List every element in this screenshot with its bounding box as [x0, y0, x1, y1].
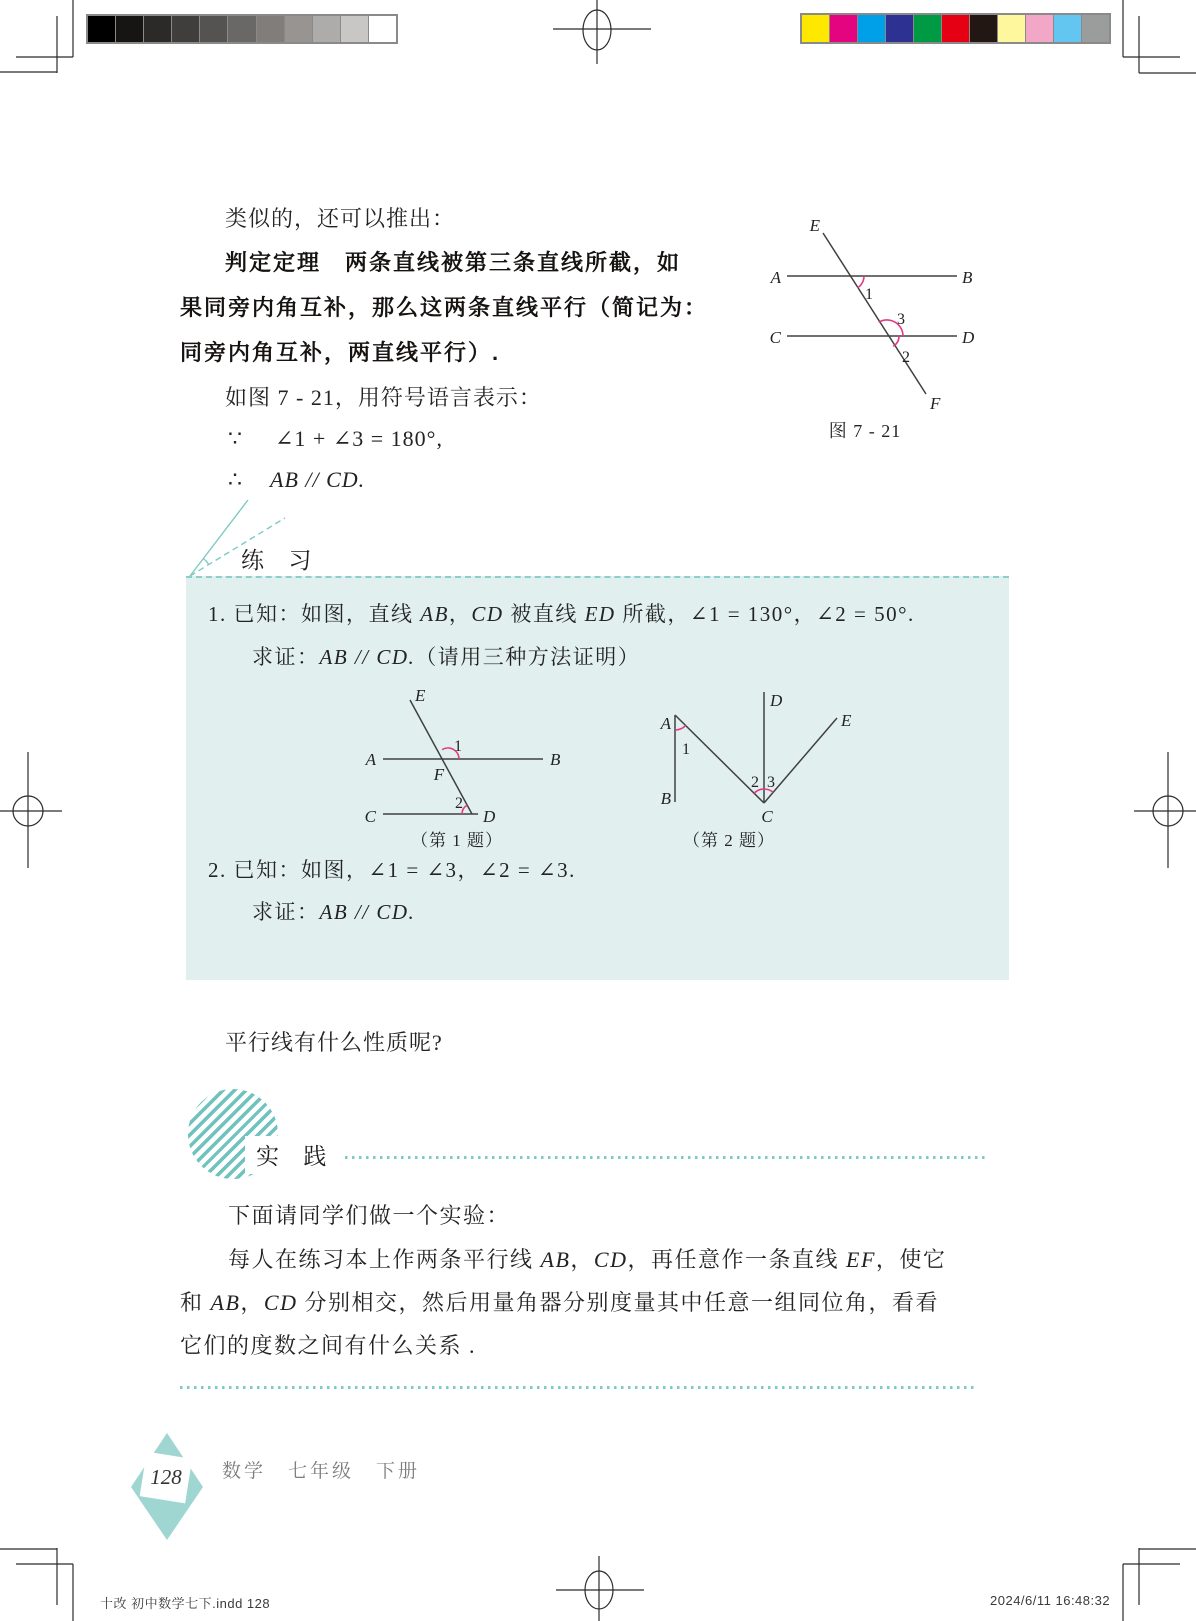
decoration-solid-ray [190, 500, 248, 576]
label-angle-2: 2 [902, 349, 910, 366]
book-title: 数学 七年级 下册 [222, 1461, 421, 1482]
grayscale-calibration-bar [86, 14, 398, 44]
text-segment: AB // CD. [319, 645, 416, 669]
crop-mark-top-left [0, 0, 73, 73]
text-segment: AB // CD. [319, 900, 416, 924]
problem-1-line-1 [208, 598, 915, 628]
slug-right: 2024/6/11 16:48:32 [990, 1593, 1111, 1608]
label-F: F [433, 765, 445, 784]
calibration-swatch [802, 15, 829, 42]
text-segment: 1. 已知：如图，直线 [208, 602, 421, 626]
question-line: 平行线有什么性质呢? [225, 1030, 443, 1055]
text-segment: 被直线 [503, 602, 585, 626]
color-calibration-bar [800, 13, 1111, 44]
registration-mark-left [0, 752, 62, 868]
figure-problem-1-caption: （第 1 题） [411, 831, 503, 850]
text-segment: 每人在练习本上作两条平行线 [228, 1247, 541, 1272]
registration-mark-right [1134, 752, 1196, 868]
because-symbol: ∵ [228, 426, 243, 451]
angle-2-arc [893, 336, 899, 346]
label-C: C [761, 807, 773, 826]
section-end-dotted-line [180, 1386, 975, 1389]
text-segment: 求证： [252, 645, 320, 669]
calibration-swatch [200, 16, 227, 42]
problem-2-line-1: 2. 已知：如图，∠1 = ∠3，∠2 = ∠3. [208, 858, 576, 882]
calibration-swatch [341, 16, 368, 42]
problem-2-line-2 [252, 896, 415, 926]
calibration-swatch [369, 16, 396, 42]
text-segment: 求证： [252, 900, 320, 924]
label-E: E [809, 216, 820, 235]
calibration-swatch [285, 16, 312, 42]
activity-line-2 [228, 1243, 946, 1274]
text-segment: CD [593, 1247, 628, 1272]
text-segment: AB // CD. [270, 467, 366, 492]
calibration-swatch [257, 16, 284, 42]
text-segment: （请用三种方法证明） [415, 645, 641, 669]
therefore-symbol: ∴ [228, 467, 243, 492]
page-number-diamond [125, 1428, 210, 1543]
registration-mark-bottom [556, 1556, 644, 1621]
intro-line-1: 类似的，还可以推出： [225, 206, 456, 231]
activity-line-4: 它们的度数之间有什么关系 . [180, 1333, 477, 1358]
figure-7-21 [740, 195, 980, 445]
label-A: A [660, 714, 671, 733]
text-segment: CD [263, 1290, 298, 1315]
because-expression: ∠1 + ∠3 = 180°, [275, 426, 443, 451]
calibration-swatch [970, 15, 997, 42]
calibration-swatch [172, 16, 199, 42]
label-E: E [841, 711, 852, 730]
label-E: E [415, 686, 426, 705]
figure-problem-2-caption: （第 2 题） [683, 831, 775, 850]
label-angle-1: 1 [865, 286, 873, 303]
therefore-row [228, 467, 365, 493]
crop-mark-top-right [1123, 0, 1196, 73]
calibration-swatch [1082, 15, 1109, 42]
theorem-line-3: 同旁内角互补，两直线平行）. [180, 340, 501, 365]
calibration-swatch [88, 16, 115, 42]
intro-line-2: 如图 7 - 21，用符号语言表示： [225, 385, 542, 410]
text-segment: ，使它 [875, 1247, 947, 1272]
label-A: A [770, 268, 781, 287]
slug-left: 十改 初中数学七下.indd 128 [100, 1596, 271, 1611]
figure-7-21-caption: 图 7 - 21 [828, 421, 902, 441]
label-C: C [769, 328, 781, 347]
label-D: D [770, 691, 783, 710]
calibration-swatch [144, 16, 171, 42]
label-D: D [483, 807, 496, 826]
activity-line-1: 下面请同学们做一个实验： [228, 1203, 511, 1228]
calibration-swatch [942, 15, 969, 42]
problem-1-line-2 [252, 641, 640, 671]
theorem-line-1: 判定定理 两条直线被第三条直线所截，如 [225, 250, 682, 275]
because-row [228, 426, 443, 452]
crop-mark-bottom-left [0, 1548, 73, 1621]
text-segment: 分别相交，然后用量角器分别度量其中任意一组同位角，看看 [297, 1290, 939, 1315]
label-B: B [550, 750, 561, 769]
text-segment: CD [471, 602, 504, 626]
theorem-line-2: 果同旁内角互补，那么这两条直线平行（简记为： [180, 295, 709, 320]
activity-header-label: 实 践 [256, 1143, 336, 1169]
text-segment: AB [420, 602, 449, 626]
text-segment: EF [846, 1247, 876, 1272]
calibration-swatch [228, 16, 255, 42]
page-number: 128 [150, 1465, 182, 1489]
activity-line-3 [180, 1286, 939, 1317]
text-segment: ， [240, 1290, 264, 1315]
registration-mark-top [553, 0, 651, 64]
text-segment: ，再任意作一条直线 [627, 1247, 846, 1272]
label-angle-1: 1 [454, 738, 462, 755]
calibration-swatch [914, 15, 941, 42]
practice-header-label: 练 习 [241, 547, 321, 573]
text-segment: AB [540, 1247, 571, 1272]
label-C: C [364, 807, 376, 826]
angle-1-arc [857, 276, 864, 288]
figure-problem-1 [350, 675, 570, 845]
text-segment: ED [584, 602, 616, 626]
transversal-EF [823, 233, 926, 394]
therefore-expression [270, 467, 365, 492]
text-segment: ， [448, 602, 472, 626]
calibration-swatch [830, 15, 857, 42]
label-D: D [962, 328, 975, 347]
calibration-swatch [858, 15, 885, 42]
calibration-swatch [1026, 15, 1053, 42]
calibration-swatch [313, 16, 340, 42]
label-angle-2: 2 [455, 795, 463, 812]
figure-problem-2 [640, 675, 860, 845]
label-angle-3: 3 [767, 774, 775, 791]
label-angle-1: 1 [682, 741, 690, 758]
label-A: A [365, 750, 376, 769]
text-segment: 所截，∠1 = 130°，∠2 = 50°. [615, 602, 915, 626]
text-segment: AB [210, 1290, 241, 1315]
label-B: B [962, 268, 973, 287]
crop-mark-bottom-right [1123, 1548, 1196, 1621]
calibration-swatch [998, 15, 1025, 42]
angle-1-arc [675, 726, 686, 730]
calibration-swatch [1054, 15, 1081, 42]
calibration-swatch [886, 15, 913, 42]
text-segment: 和 [180, 1290, 211, 1315]
decoration-angle-arc [203, 559, 209, 565]
activity-header-dotted-line [345, 1156, 985, 1159]
label-B: B [660, 789, 671, 808]
label-angle-2: 2 [751, 774, 759, 791]
label-F: F [930, 394, 941, 413]
label-angle-3: 3 [897, 311, 905, 328]
calibration-swatch [116, 16, 143, 42]
text-segment: ， [570, 1247, 594, 1272]
